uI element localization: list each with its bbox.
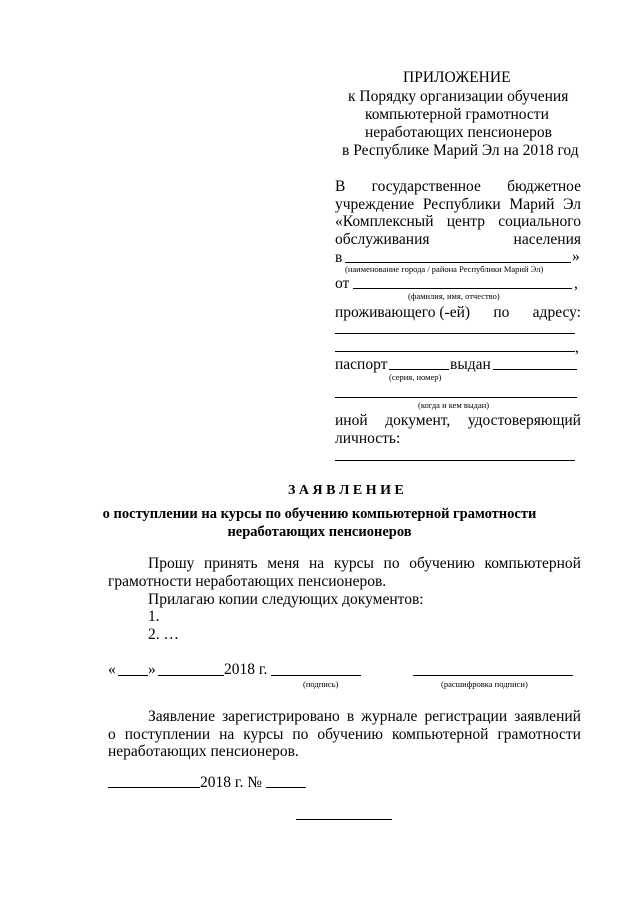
from-suffix: ,	[574, 275, 578, 292]
word: учреждение	[335, 196, 415, 213]
registration-line-1	[148, 709, 581, 725]
word: обучению	[409, 555, 475, 572]
word: адресу:	[532, 304, 581, 321]
registration-date-field[interactable]	[108, 787, 200, 788]
statement-subtitle-2: неработающих пенсионеров	[227, 524, 412, 540]
word: курсы	[243, 726, 284, 743]
word: компьютерной	[484, 555, 581, 572]
request-line-1	[148, 556, 581, 572]
word: Эл	[563, 196, 581, 213]
signature-field[interactable]	[271, 675, 361, 676]
word: грамотности	[497, 726, 581, 743]
date-open-quote: «	[108, 661, 116, 678]
statement-title: З А Я В Л Е Н И Е	[288, 483, 404, 498]
full-name-caption: (фамилия, имя, отчество)	[408, 291, 500, 301]
addressee-line-1	[335, 179, 581, 195]
word: иной	[335, 412, 368, 429]
word: принять	[204, 555, 258, 572]
word: по	[493, 304, 510, 321]
word: документ,	[385, 412, 451, 429]
date-close-quote: »	[148, 661, 156, 678]
decode-caption: (расшифровка подписи)	[441, 679, 528, 689]
address-end: ,	[575, 339, 579, 356]
word: социального	[498, 213, 581, 230]
appendix-title: ПРИЛОЖЕНИЕ	[403, 69, 511, 86]
attachment-item-1: 1.	[148, 608, 160, 625]
passport-series-field[interactable]	[389, 369, 449, 370]
word: населения	[513, 231, 581, 248]
word: по	[383, 555, 400, 572]
word: по	[292, 726, 309, 743]
city-field[interactable]	[345, 262, 571, 263]
address-field-2[interactable]	[335, 351, 575, 352]
issuer-caption: (когда и кем выдан)	[418, 400, 490, 410]
word: «Комплексный	[335, 213, 434, 230]
addressee-line-2	[335, 197, 581, 213]
registration-line-2	[108, 727, 581, 743]
series-caption: (серия, номер)	[389, 372, 442, 382]
word: на	[219, 726, 235, 743]
word: поступлении	[124, 726, 211, 743]
full-name-field[interactable]	[353, 288, 572, 289]
registration-number-field[interactable]	[266, 787, 306, 788]
word: Прошу	[148, 555, 195, 572]
appendix-line-4: в Республике Марий Эл на 2018 год	[342, 142, 579, 159]
word: компьютерной	[391, 726, 489, 743]
attachments-label: Прилагаю копии следующих документов:	[148, 591, 424, 608]
statement-subtitle-1: о поступлении на курсы по обучению компьютерной грамотности	[102, 506, 537, 522]
attachment-item-2: 2. …	[148, 626, 179, 643]
passport-label: паспорт	[335, 356, 388, 373]
residing-line	[335, 305, 581, 321]
word: журнале	[361, 708, 418, 725]
word: центр	[446, 213, 485, 230]
word: обучению	[317, 726, 384, 743]
signature-decode-field[interactable]	[413, 675, 573, 676]
word: удостоверяющий	[467, 412, 581, 429]
identity-doc-field[interactable]	[335, 460, 575, 461]
issued-field[interactable]	[493, 369, 577, 370]
word: меня	[267, 555, 300, 572]
word: государственное	[371, 178, 481, 195]
city-caption: (наименование города / района Республики Марий Эл)	[345, 264, 544, 274]
signature-caption: (подпись)	[303, 679, 339, 689]
other-doc-line	[335, 413, 581, 429]
word: проживающего (-ей)	[335, 304, 471, 321]
city-suffix: »	[572, 248, 580, 265]
address-field-1[interactable]	[335, 333, 575, 334]
city-prefix: в	[335, 249, 343, 266]
word: В	[335, 178, 346, 195]
word: в	[346, 708, 355, 725]
closing-divider	[296, 819, 392, 820]
word: зарегистрировано	[222, 708, 340, 725]
issuer-field[interactable]	[335, 397, 577, 398]
word: регистрации	[424, 708, 508, 725]
request-line-2: грамотности неработающих пенсионеров.	[108, 573, 387, 590]
from-prefix: от	[335, 275, 350, 292]
word: Заявление	[148, 708, 215, 725]
identity-label: личность:	[335, 430, 401, 447]
registration-year-no: 2018 г. №	[200, 774, 263, 791]
word: курсы	[333, 555, 374, 572]
registration-line-3: неработающих пенсионеров.	[108, 743, 299, 760]
word: бюджетное	[507, 178, 581, 195]
word: на	[309, 555, 325, 572]
month-field[interactable]	[158, 675, 224, 676]
word: Республики	[422, 196, 501, 213]
word: заявлений	[514, 708, 581, 725]
addressee-line-4	[335, 232, 581, 248]
signature-year: 2018 г.	[224, 661, 268, 678]
appendix-line-2: компьютерной грамотности	[365, 106, 549, 123]
appendix-line-3: неработающих пенсионеров	[365, 124, 552, 141]
day-field[interactable]	[118, 675, 148, 676]
addressee-line-3	[335, 214, 581, 230]
word: Марий	[509, 196, 555, 213]
word: обслуживания	[335, 231, 430, 248]
word: о	[108, 726, 116, 743]
issued-label: выдан	[450, 356, 491, 373]
appendix-line-1: к Порядку организации обучения	[348, 88, 569, 105]
